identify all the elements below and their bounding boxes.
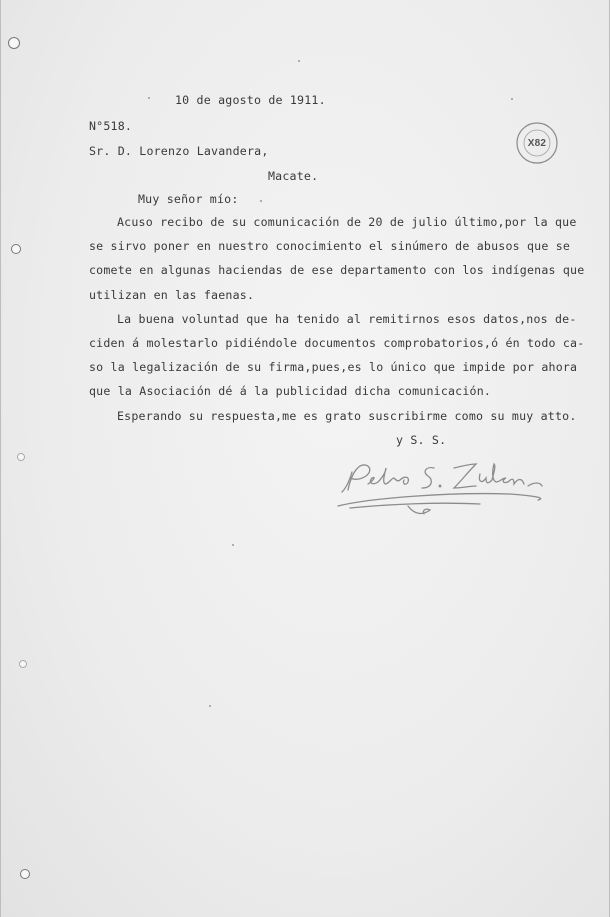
body-line: La buena voluntad que ha tenido al remitirnos esos datos,nos de- (117, 312, 577, 326)
closing: y S. S. (396, 433, 447, 447)
body-line: ciden á molestarlo pidiéndole documentos comprobatorios,ó én todo ca- (89, 336, 585, 350)
punch-hole (19, 660, 27, 668)
body-line: que la Asociación dé á la publicidad dicha comunicación. (89, 384, 492, 398)
paper-speck (232, 544, 234, 546)
body-line: so la legalización de su firma,pues,es lo único que impide por ahora (89, 360, 578, 374)
punch-hole (17, 453, 25, 461)
handwritten-signature (330, 458, 565, 523)
recipient-name: Sr. D. Lorenzo Lavandera, (89, 144, 269, 158)
body-line: Esperando su respuesta,me es grato suscribirme como su muy atto. (117, 409, 577, 423)
punch-hole (8, 37, 20, 49)
body-line: comete en algunas haciendas de ese departamento con los indígenas que (89, 263, 585, 277)
archive-stamp (515, 121, 559, 165)
punch-hole (11, 244, 21, 254)
paper-speck (511, 98, 513, 100)
body-line: utilizan en las faenas. (89, 288, 255, 302)
paper-speck (298, 60, 300, 62)
paper-speck (148, 97, 150, 99)
letter-date: 10 de agosto de 1911. (175, 93, 326, 107)
paper-speck (209, 705, 211, 707)
stamp-number: X82 (527, 138, 547, 149)
salutation: Muy señor mío: (138, 192, 239, 206)
paper-speck (260, 200, 262, 202)
punch-hole (20, 869, 30, 879)
body-line: se sirvo poner en nuestro conocimiento el sinúmero de abusos que se (89, 239, 571, 253)
recipient-place: Macate. (268, 169, 319, 183)
letter-number: N°518. (89, 119, 133, 133)
body-line: Acuso recibo de su comunicación de 20 de julio último,por la que (117, 215, 577, 229)
